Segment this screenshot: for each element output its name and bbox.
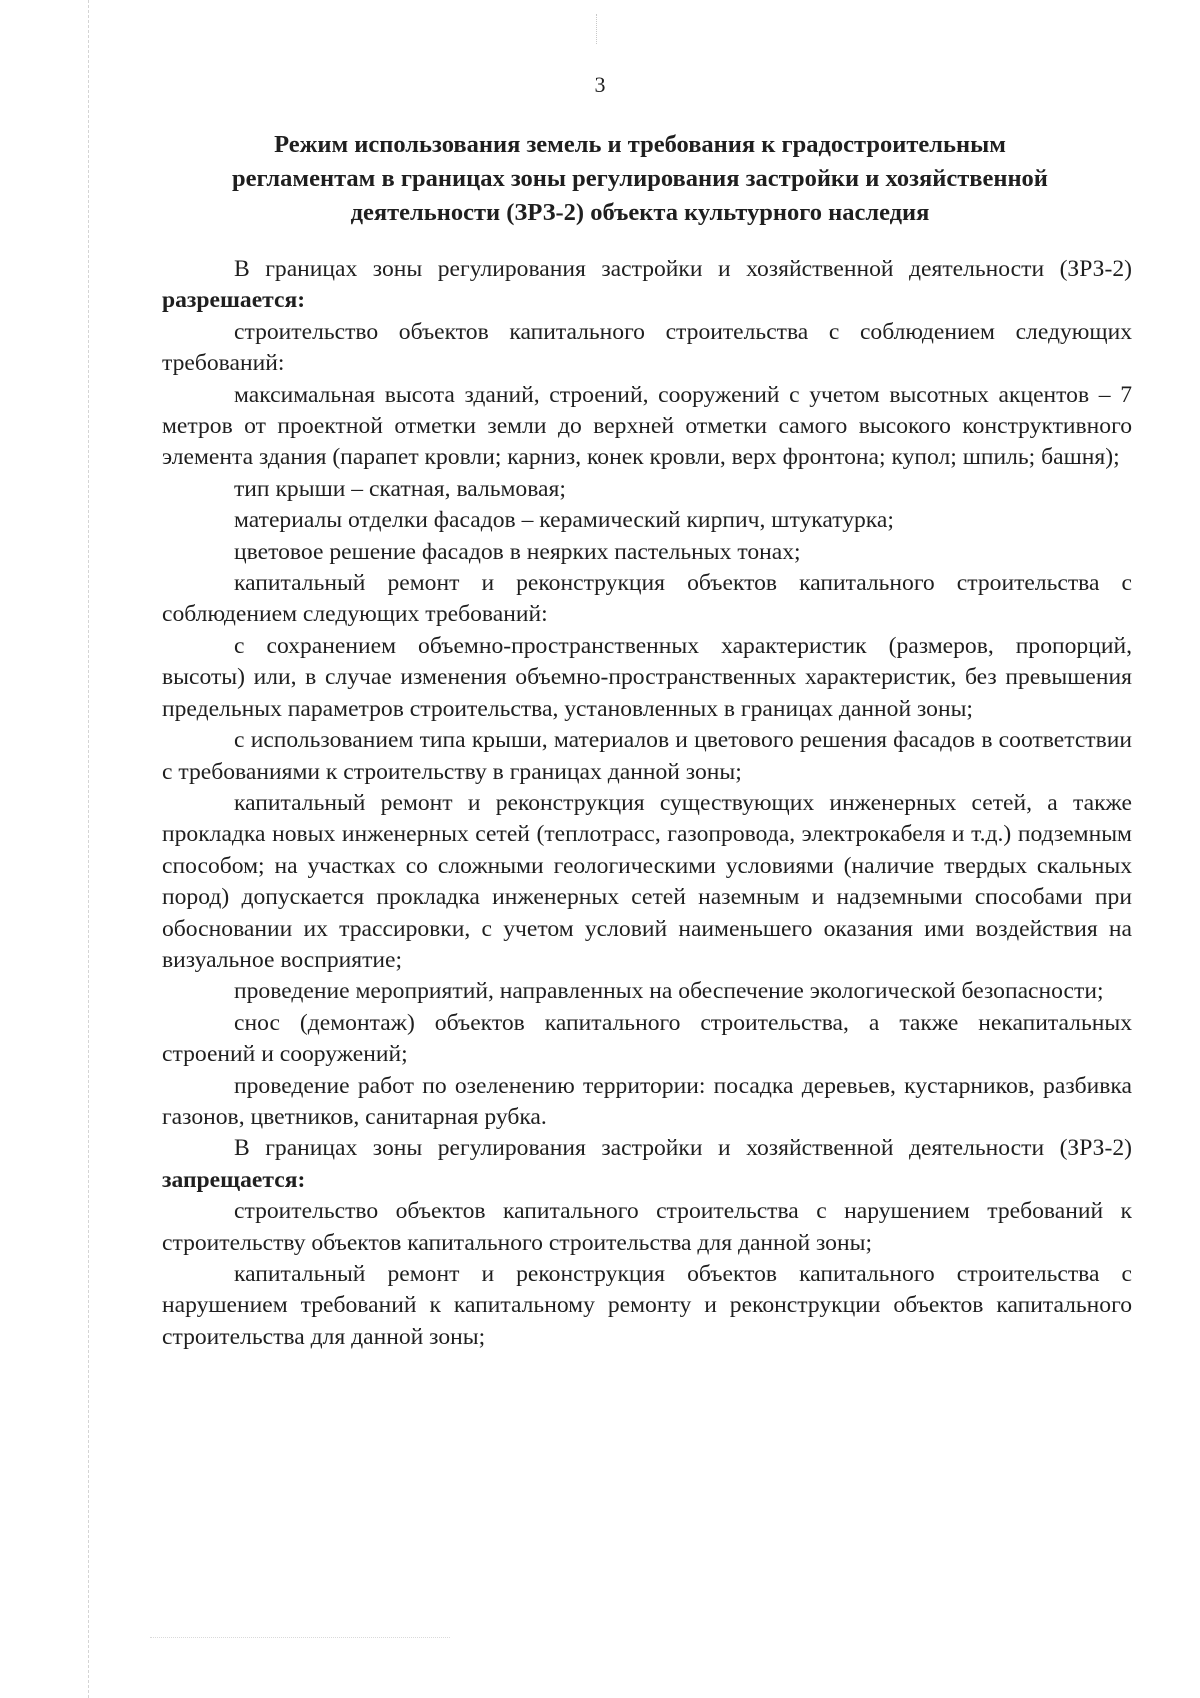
paragraph: тип крыши – скатная, вальмовая; bbox=[234, 475, 566, 502]
paragraph: проведение мероприятий, направленных на обеспечение экологической безопасности; bbox=[234, 978, 1104, 1005]
paragraph: капитальный ремонт и реконструкция объектов капитального строительства с соблюдением следующих требований: bbox=[162, 570, 1132, 628]
title-line-1: Режим использования земель и требования к градостроительным bbox=[274, 131, 1006, 158]
paragraph: цветовое решение фасадов в неярких пастельных тонах; bbox=[234, 538, 801, 565]
paragraph: снос (демонтаж) объектов капитального строительства, а также некапитальных строений и сооружений; bbox=[162, 1009, 1132, 1068]
paragraph-allowed-intro bbox=[162, 254, 1132, 317]
paragraph: капитальный ремонт и реконструкция объектов капитального строительства с нарушением требований к капитальному ремонту и реконструкции объектов капитального строительства для данной зоны; bbox=[162, 1261, 1132, 1350]
paragraph: строительство объектов капитального строительства с соблюдением следующих требований: bbox=[162, 318, 1132, 377]
scan-edge-line bbox=[88, 0, 89, 1698]
scan-speck bbox=[596, 14, 599, 44]
paragraph-text: В границах зоны регулирования застройки и хозяйственной деятельности (ЗРЗ-2) bbox=[234, 256, 1132, 282]
paragraph: максимальная высота зданий, строений, сооружений с учетом высотных акцентов – 7 метров от проектной отметки земли до верхней отметки самого высокого конструктивного элемента здания (парапет кровли; карниз, конек кровли, верх фронтона; купол; шпиль; башня); bbox=[162, 381, 1132, 471]
paragraph-text: В границах зоны регулирования застройки и хозяйственной деятельности (ЗРЗ-2) bbox=[234, 1135, 1132, 1162]
title-line-3: деятельности (ЗРЗ-2) объекта культурного наследия bbox=[350, 199, 930, 226]
document-title bbox=[160, 128, 1120, 230]
page-number: 3 bbox=[594, 72, 606, 97]
scan-speck bbox=[150, 1637, 450, 1638]
document-body bbox=[162, 254, 1132, 1353]
prohibited-keyword: запрещается: bbox=[162, 1166, 306, 1193]
paragraph: капитальный ремонт и реконструкция существующих инженерных сетей, а также прокладка новых инженерных сетей (теплотрасс, газопровода, электрокабеля и т.д.) подземным способом; на участках со сложными геологическими условиями (наличие твердых скальных пород) допускается прокладка инженерных сетей наземным и надземными способами при обосновании их трассировки, с учетом условий наименьшего оказания ими воздействия на визуальное восприятие; bbox=[162, 789, 1132, 973]
paragraph: строительство объектов капитального строительства с нарушением требований к строительству объектов капитального строительства для данной зоны; bbox=[162, 1198, 1132, 1256]
allowed-keyword: разрешается: bbox=[162, 287, 306, 314]
paragraph: материалы отделки фасадов – керамический кирпич, штукатурка; bbox=[234, 507, 894, 534]
paragraph: проведение работ по озеленению территории: посадка деревьев, кустарников, разбивка газонов, цветников, санитарная рубка. bbox=[162, 1072, 1132, 1130]
paragraph-prohibited-intro bbox=[162, 1133, 1132, 1196]
paragraph: с использованием типа крыши, материалов и цветового решения фасадов в соответствии с требованиями к строительству в границах данной зоны; bbox=[162, 727, 1132, 785]
paragraph: с сохранением объемно-пространственных характеристик (размеров, пропорций, высоты) или, в случае изменения объемно-пространственных характеристик, без превышения предельных параметров строительства, установленных в границах данной зоны; bbox=[162, 632, 1132, 722]
title-line-2: регламентам в границах зоны регулирования застройки и хозяйственной bbox=[232, 165, 1048, 192]
